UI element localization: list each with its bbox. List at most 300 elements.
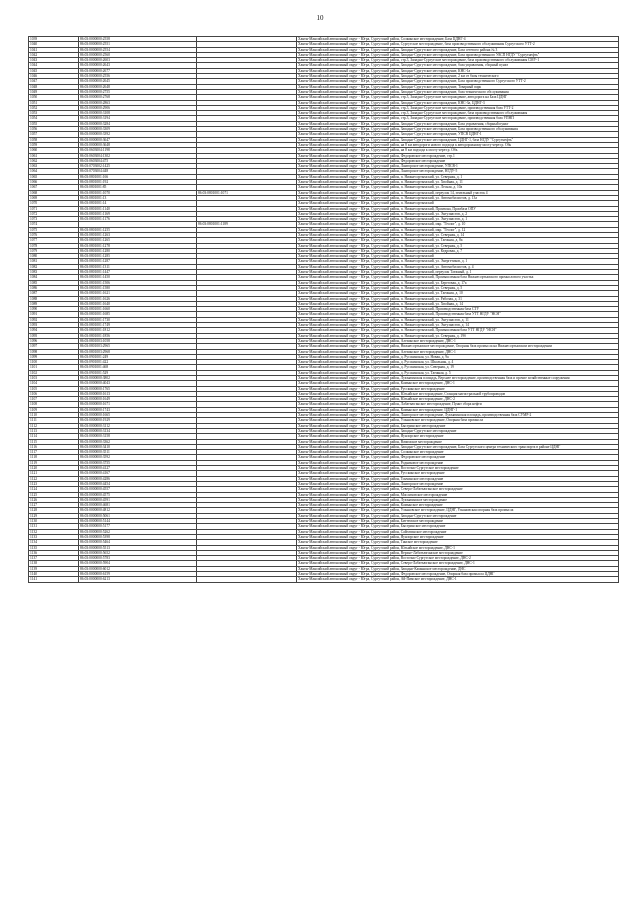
address-cell: Ханты-Мансийский автономный округ - Югра, Сургутский район, Лянторское месторождение, УПСВ-1	[297, 164, 619, 169]
cadastral-number-cell: 86:03:0000000:3112	[79, 423, 197, 428]
cadastral-number-cell: 86:03:0000000:2560	[79, 52, 197, 57]
cadastral-number-cell: 86:03:0703004:448	[79, 169, 197, 174]
address-cell: Ханты-Мансийский автономный округ - Югра, Сургутский район, Лабатъюганское месторождение, Пункт сбора нефти	[297, 402, 619, 407]
cadastral-number-cell: 86:03:0000000:5398	[79, 534, 197, 539]
address-cell: Ханты-Мансийский автономный округ - Югра, Сургутский район, Западно-Сургутское месторождение, База Сургутского центра технического транспорта в районе ЦДНГ	[297, 444, 619, 449]
address-cell: Ханты-Мансийский автономный округ - Югра, Сургутский район, Федоровское месторождение, Опорная база промысла ЦДНГ	[297, 571, 619, 576]
address-cell: Ханты-Мансийский автономный округ - Югра, Сургутский район, п. Нижнесортымский, ул. Рабочая, д. 31	[297, 296, 619, 301]
cadastral-number-cell: 86:03:0801003:1058	[79, 338, 197, 343]
address-cell: Ханты-Мансийский автономный округ - Югра, Сургутский район, Западно-Сургутское месторождение, База сетевого района № 3	[297, 47, 619, 52]
address-cell: Ханты-Мансийский автономный округ - Югра, Сургутский район, п. Нижнесортымский, ул. Северная, д. 5	[297, 285, 619, 290]
address-cell: Ханты-Мансийский автономный округ - Югра, Сургутский район, Тянское месторождение	[297, 540, 619, 545]
cadastral-number-cell: 86:03:0000000:3392	[79, 132, 197, 137]
address-cell: Ханты-Мансийский автономный округ - Югра, Сургутский район, д. Русскинская, ул. Таежная, д. 5	[297, 370, 619, 375]
cadastral-number-cell: 86:03:0801001:1626	[79, 296, 197, 301]
row-number-cell: 1077	[29, 238, 79, 243]
row-number-cell: 1086	[29, 285, 79, 290]
row-number-cell: 1052	[29, 105, 79, 110]
address-cell: Ханты-Мансийский автономный округ - Югра, Сургутский район, Сайгатинское месторождение	[297, 529, 619, 534]
row-number-cell: 1109	[29, 407, 79, 412]
cadastral-number-cell: 86:03:0000000:2645	[79, 79, 197, 84]
address-cell: Ханты-Мансийский автономный округ - Югра, Сургутский район, Лянторское месторождение	[297, 481, 619, 486]
row-number-cell: 1130	[29, 519, 79, 524]
address-cell: Ханты-Мансийский автономный округ - Югра, Сургутский район, Лянторское месторождение, Лукъявинская площадь, производственная база СУМР-2	[297, 413, 619, 418]
row-number-cell: 1097	[29, 344, 79, 349]
address-cell: Ханты-Мансийский автономный округ - Югра, Сургутский район, Ульяновское месторождение, ЦДНГ, Ульяновская опорная база промысла	[297, 508, 619, 513]
row-number-cell: 1064	[29, 169, 79, 174]
address-cell: Ханты-Мансийский автономный округ - Югра, Сургутский район, Юльяйское месторождение, ДНС-2	[297, 397, 619, 402]
address-cell: Ханты-Мансийский автономный округ - Югра, Сургутский район, Федоровское месторождение, стр.1	[297, 153, 619, 158]
row-number-cell: 1049	[29, 89, 79, 94]
row-number-cell: 1044	[29, 63, 79, 68]
row-number-cell: 1126	[29, 497, 79, 502]
cadastral-number-cell: 86:03:0000000:4454	[79, 481, 197, 486]
cadastral-number-cell: 86:03:0000000:2556	[79, 74, 197, 79]
address-cell: Ханты-Мансийский автономный округ - Югра, Сургутский район, Солкинское месторождение, База ЦДНГ-4	[297, 37, 619, 42]
row-number-cell: 1091	[29, 312, 79, 317]
row-number-cell: 1134	[29, 540, 79, 545]
address-cell: Ханты-Мансийский автономный округ - Югра, Сургутский район, п. Нижнесортымский, ул. Северная, д. 19б	[297, 333, 619, 338]
row-number-cell: 1116	[29, 444, 79, 449]
cadastral-number-cell: 86:03:0000000:1649	[79, 397, 197, 402]
row-number-cell: 1050	[29, 95, 79, 100]
cadastral-number-cell: 86:03:0000000:2551	[79, 42, 197, 47]
row-number-cell: 1129	[29, 513, 79, 518]
row-number-cell: 1127	[29, 503, 79, 508]
cadastral-number-cell: 86:03:0901001:468	[79, 365, 197, 370]
cadastral-number-cell: 86:03:0603004:1198	[79, 148, 197, 153]
cadastral-number-cell: 86:03:0000000:3410	[79, 444, 197, 449]
row-number-cell: 1124	[29, 487, 79, 492]
address-cell: Ханты-Мансийский автономный округ - Югра, Сургутский район, Маслиховское месторождение	[297, 492, 619, 497]
cadastral-number-cell: 86:03:0000000:3647	[79, 137, 197, 142]
cadastral-number-cell: 86:03:0603004:475	[79, 158, 197, 163]
cadastral-number-cell: 86:03:0000000:3802	[79, 376, 197, 381]
row-number-cell: 1041	[29, 47, 79, 52]
cadastral-number-cell: 86:03:0000000:2906	[79, 105, 197, 110]
address-cell: Ханты-Мансийский автономный округ - Югра, Сургутский район, Русскинское месторождение	[297, 386, 619, 391]
cadastral-number-cell: 86:03:0901001:529	[79, 370, 197, 375]
row-number-cell: 1088	[29, 296, 79, 301]
row-number-cell: 1078	[29, 243, 79, 248]
cadastral-number-cell: 86:03:0801001:1287	[79, 259, 197, 264]
address-cell: Ханты-Мансийский автономный округ - Югра, Сургутский район, на 8 км автодороги нового подхода к автодорожному мосту через р. Обь	[297, 142, 619, 147]
register-table-body	[29, 37, 619, 583]
cadastral-number-cell: 86:03:0000000:6213	[79, 577, 197, 582]
row-number-cell: 1123	[29, 481, 79, 486]
cadastral-number-cell: 86:03:0801001:14	[79, 201, 197, 206]
address-cell: Ханты-Мансийский автономный округ - Югра, Сургутский район, стр.3, Западно-Сургутское месторождение, автодорога на База ЦДНГ	[297, 95, 619, 100]
cadastral-number-cell: 86:03:0801001:1856	[79, 333, 197, 338]
cadastral-number-cell: 86:03:0000000:1765	[79, 386, 197, 391]
cadastral-number-cell: 86:03:0801001:1812	[79, 328, 197, 333]
address-cell: Ханты-Мансийский автономный округ - Югра, Сургутский район, п. Нижнесортымский, ул. Северная, д. 5	[297, 243, 619, 248]
address-cell: Ханты-Мансийский автономный округ - Югра, Сургутский район, Восточно-Сургутское месторождение, ДНС-2	[297, 556, 619, 561]
address-cell: Ханты-Мансийский автономный округ - Югра, Сургутский район, п. Нижнесортымский, ул. Энтузиастов, д. 11	[297, 317, 619, 322]
cadastral-number-cell: 86:03:0000000:6159	[79, 571, 197, 576]
row-number-cell: 1095	[29, 333, 79, 338]
row-number-cell: 1055	[29, 121, 79, 126]
cadastral-number-cell: 86:03:0000000:5652	[79, 550, 197, 555]
row-number-cell: 1076	[29, 232, 79, 237]
cadastral-number-cell: 86:03:0000000:3648	[79, 142, 197, 147]
row-number-cell: 1135	[29, 545, 79, 550]
row-number-cell: 1054	[29, 116, 79, 121]
cadastral-number-cell: 86:03:0000000:3108	[79, 111, 197, 116]
row-number-cell: 1141	[29, 577, 79, 582]
address-cell: Ханты-Мансийский автономный округ - Югра, Сургутский район, Западно-Сургутское месторождение, База производственного Сургутского УТТ-2	[297, 79, 619, 84]
cadastral-number-cell: 86:03:0000000:2677	[79, 68, 197, 73]
address-cell: Ханты-Мансийский автономный округ - Югра, Сургутский район, п. Нижнесортымский, Производственная база УТТ НГДУ "НСН"	[297, 312, 619, 317]
linked-number-cell: 86:03:0801001:1189	[197, 222, 297, 227]
row-number-cell: 1118	[29, 455, 79, 460]
address-cell: Ханты-Мансийский автономный округ - Югра, Сургутский район, Северо-Лабатъюганское месторождение, ДНС-1	[297, 561, 619, 566]
cadastral-number-cell: 86:03:0801001:1265	[79, 238, 197, 243]
address-cell: Ханты-Мансийский автономный округ - Югра, Сургутский район, Западно-Сургутское месторождение, база технического обслуживания	[297, 89, 619, 94]
row-number-cell: 1108	[29, 402, 79, 407]
address-cell: Ханты-Мансийский автономный округ - Югра, Сургутский район, Родниковое месторождение	[297, 460, 619, 465]
row-number-cell: 1121	[29, 471, 79, 476]
cadastral-number-cell: 86:03:0000000:4286	[79, 476, 197, 481]
row-number-cell: 1131	[29, 524, 79, 529]
cadastral-number-cell: 86:03:0000000:1613	[79, 391, 197, 396]
cadastral-number-cell: 86:03:0000000:2643	[79, 63, 197, 68]
cadastral-number-cell: 86:03:0000000:3284	[79, 121, 197, 126]
cadastral-number-cell: 86:03:0801001:1070	[79, 190, 197, 195]
row-number-cell: 1138	[29, 561, 79, 566]
address-cell: Ханты-Мансийский автономный округ - Югра, Сургутский район, Тончинское месторождение	[297, 476, 619, 481]
row-number-cell: 1069	[29, 195, 79, 200]
address-cell: Ханты-Мансийский автономный округ - Югра, Сургутский район, Западно-Сургутское месторождение	[297, 513, 619, 518]
cadastral-number-cell: 86:03:0801001:13	[79, 195, 197, 200]
address-cell: Ханты-Мансийский автономный округ - Югра, Сургутский район, п. Нижнесортымский, переулок 14, земельный участок 4	[297, 190, 619, 195]
cadastral-number-cell: 86:03:0000000:5904	[79, 561, 197, 566]
address-cell: Ханты-Мансийский автономный округ - Югра, Сургутский район, п. Нижнесортымский, ул. Северная, д. 14	[297, 232, 619, 237]
row-number-cell: 1120	[29, 466, 79, 471]
address-cell: Ханты-Мансийский автономный округ - Югра, Сургутский район, Лянторское месторождение, НГДУ-5	[297, 169, 619, 174]
address-cell: Ханты-Мансийский автономный округ - Югра, Сургутский район, п. Нижнесортымский, ул. Таежная, д. 8а	[297, 238, 619, 243]
cadastral-number-cell: 86:03:0801001:166	[79, 174, 197, 179]
row-number-cell: 1136	[29, 550, 79, 555]
cadastral-number-cell: 86:03:0801001:1685	[79, 312, 197, 317]
address-cell: Ханты-Мансийский автономный округ - Югра, Сургутский район, Федоровское месторождение	[297, 455, 619, 460]
address-cell: Ханты-Мансийский автономный округ - Югра, Сургутский район, п. Нижнесортымский, Промышленная база Нижнесортымского промыслового участка	[297, 275, 619, 280]
register-table-container	[28, 36, 618, 583]
row-number-cell: 1056	[29, 127, 79, 132]
row-number-cell: 1114	[29, 434, 79, 439]
address-cell: Ханты-Мансийский автономный округ - Югра, Сургутский район, Западно-Сургутское месторождение, База производственного УАСП НГДУ "Сургутнефть"	[297, 52, 619, 57]
row-number-cell: 1139	[29, 566, 79, 571]
address-cell: Ханты-Мансийский автономный округ - Югра, Сургутский район, Юльяйское месторождение, ДНС-1	[297, 545, 619, 550]
cadastral-number-cell: 86:03:0801001:1140	[79, 206, 197, 211]
cadastral-number-cell: 86:03:0000000:3362	[79, 439, 197, 444]
address-cell: Ханты-Мансийский автономный округ - Югра, Сургутский район, Русскинское месторождение	[297, 471, 619, 476]
address-cell: Ханты-Мансийский автономный округ - Югра, Сургутский район, Верхне-Лабатъюганское месторождение	[297, 550, 619, 555]
cadastral-number-cell: 86:03:0000000:3592	[79, 455, 197, 460]
address-cell: Ханты-Мансийский автономный округ - Югра, Сургутский район, Федоровское месторождение	[297, 158, 619, 163]
address-cell: Ханты-Мансийский автономный округ - Югра, Сургутский район, Западно-Сургутское месторождение, КНС-3а, ЦДНГ-3	[297, 100, 619, 105]
register-table	[28, 36, 619, 583]
address-cell: Ханты-Мансийский автономный округ - Югра, Сургутский район, Лукъявинское месторождение	[297, 497, 619, 502]
address-cell: Ханты-Мансийский автономный округ - Югра, Сургутский район, Западно-Сургутское месторождение, База управления, сборный пункт	[297, 121, 619, 126]
address-cell: Ханты-Мансийский автономный округ - Югра, Сургутский район, Камынское месторождение	[297, 503, 619, 508]
address-cell: Ханты-Мансийский автономный округ - Югра, Сургутский район, Западно-Сургутское месторождение, Товарный парк	[297, 84, 619, 89]
address-cell: Ханты-Мансийский автономный округ - Югра, Сургутский район, д. Русскинская, ул. Школьная, д. 4	[297, 360, 619, 365]
row-number-cell: 1117	[29, 450, 79, 455]
address-cell: Ханты-Мансийский автономный округ - Югра, Сургутский район, Яунлорское месторождение	[297, 534, 619, 539]
row-number-cell: 1075	[29, 227, 79, 232]
address-cell: Ханты-Мансийский автономный округ - Югра, Сургутский район, п. Нижнесортымский, ул. Автомобилистов, д. 13а	[297, 195, 619, 200]
cadastral-number-cell: 86:03:0000000:4043	[79, 381, 197, 386]
address-cell: Ханты-Мансийский автономный округ - Югра, Сургутский район, п. Нижнесортымский, Производственная база СТУ	[297, 307, 619, 312]
cadastral-number-cell: 86:03:0801001:1450	[79, 275, 197, 280]
cadastral-number-cell: 86:03:0801001:1176	[79, 217, 197, 222]
address-cell: Ханты-Мансийский автономный округ - Югра, Сургутский район, стр.3, Западно-Сургутское месторождение, производственная база УТТ-2	[297, 105, 619, 110]
row-number-cell: 1059	[29, 142, 79, 147]
cadastral-number-cell: 86:03:0801001:1285	[79, 254, 197, 259]
cadastral-number-cell: 86:03:0000000:3194	[79, 116, 197, 121]
row-number-cell: 1071	[29, 206, 79, 211]
row-number-cell: 1067	[29, 185, 79, 190]
cadastral-number-cell: 86:03:0801001:192	[79, 180, 197, 185]
row-number-cell: 1103	[29, 376, 79, 381]
table-row	[29, 577, 619, 582]
address-cell: Ханты-Мансийский автономный округ - Югра, Сургутский район, д. Русскинская, ул. Северная, д. 19	[297, 365, 619, 370]
address-cell: Ханты-Мансийский автономный округ - Югра, Сургутский район, п. Нижнесортымский, Промзона, Промбаза ОПУ	[297, 206, 619, 211]
cadastral-number-cell: 86:03:0801001:1730	[79, 317, 197, 322]
page-number: 10	[316, 14, 324, 22]
address-cell: Ханты-Мансийский автономный округ - Югра, Сургутский район, п. Нижнесортымский, ул. Хвойная, д. 14	[297, 301, 619, 306]
address-cell: Ханты-Мансийский автономный округ - Югра, Сургутский район, Западно-Сургутское месторождение, 2 км от базы технического	[297, 74, 619, 79]
row-number-cell: 1074	[29, 222, 79, 227]
cadastral-number-cell: 86:03:0801001:1660	[79, 307, 197, 312]
cadastral-number-cell: 86:03:0000000:4681	[79, 503, 197, 508]
address-cell: Ханты-Мансийский автономный округ - Югра, Сургутский район, п. Нижнесортымский, Промышленная база УТТ НГДУ "НСН"	[297, 328, 619, 333]
address-cell: Ханты-Мансийский автономный округ - Югра, Сургутский район, п. Нижнесортымский, ул. Энтузиастов, д. 1	[297, 217, 619, 222]
cadastral-number-cell: 86:03:0000000:1665	[79, 413, 197, 418]
row-number-cell: 1125	[29, 492, 79, 497]
row-number-cell: 1040	[29, 42, 79, 47]
address-cell: Ханты-Мансийский автономный округ - Югра, Сургутский район, стр.3, Западно-Сургутское месторождение, производственная база УПНП	[297, 116, 619, 121]
cadastral-number-cell: 86:03:0801001:1255	[79, 227, 197, 232]
row-number-cell: 1085	[29, 280, 79, 285]
row-number-cell: 1072	[29, 211, 79, 216]
row-number-cell: 1102	[29, 370, 79, 375]
address-cell: Ханты-Мансийский автономный округ - Югра, Сургутский район, Солкинское месторождение	[297, 450, 619, 455]
address-cell: Ханты-Мансийский автономный округ - Югра, Сургутский район, Западно-Сургутское месторождение, База производственного обслуживания	[297, 127, 619, 132]
row-number-cell: 1100	[29, 360, 79, 365]
row-number-cell: 1082	[29, 264, 79, 269]
address-cell: Ханты-Мансийский автономный округ - Югра, Сургутский район, п. Нижнесортымский, ул. Лесная, д. 10а	[297, 185, 619, 190]
cadastral-number-cell: 86:03:0801001:1640	[79, 301, 197, 306]
row-number-cell: 1137	[29, 556, 79, 561]
row-number-cell: 1096	[29, 338, 79, 343]
row-number-cell: 1058	[29, 137, 79, 142]
cadastral-number-cell: 86:03:0801001:1311	[79, 264, 197, 269]
address-cell: Ханты-Мансийский автономный округ - Югра, Сургутский район, п. Нижнесортымский	[297, 254, 619, 259]
row-number-cell: 1105	[29, 386, 79, 391]
cadastral-number-cell: 86:03:0801003:2965	[79, 344, 197, 349]
cadastral-number-cell: 86:03:0000000:4812	[79, 508, 197, 513]
address-cell: Ханты-Мансийский автономный округ - Югра, Сургутский район, п. Нижнесортымский, переулок Таежный, д. 1	[297, 270, 619, 275]
address-cell: Ханты-Мансийский автономный округ - Югра, Сургутский район, Западно-Камынское месторождение, ДНС	[297, 566, 619, 571]
address-cell: Ханты-Мансийский автономный округ - Югра, Сургутский район, Северо-Лабатъюганское месторождение	[297, 487, 619, 492]
address-cell: Ханты-Мансийский автономный округ - Югра, Сургутский район, п. Нижнесортымский	[297, 201, 619, 206]
row-number-cell: 1079	[29, 248, 79, 253]
row-number-cell: 1106	[29, 391, 79, 396]
cadastral-number-cell: 86:03:0000000:2648	[79, 84, 197, 89]
row-number-cell: 1099	[29, 354, 79, 359]
linked-number-cell: 86:03:0801001:1071	[197, 190, 297, 195]
row-number-cell: 1063	[29, 164, 79, 169]
cadastral-number-cell: 86:03:0000000:3755	[79, 460, 197, 465]
cadastral-number-cell: 86:03:0000000:2755	[79, 89, 197, 94]
address-cell: Ханты-Мансийский автономный округ - Югра, Сургутский район, Нижнесортымское месторождение, Опорная база промысла на Нижнесортымском месторождении	[297, 344, 619, 349]
cadastral-number-cell: 86:03:0801003:2968	[79, 349, 197, 354]
cadastral-number-cell: 86:03:0000000:3158	[79, 434, 197, 439]
cadastral-number-cell: 86:03:0000000:5783	[79, 556, 197, 561]
address-cell: Ханты-Мансийский автономный округ - Югра, Сургутский район, Камынское месторождение, ДНС-1	[297, 381, 619, 386]
cadastral-number-cell: 86:03:0801001:1580	[79, 285, 197, 290]
cadastral-number-cell: 86:03:0801001:85	[79, 185, 197, 190]
row-number-cell: 1113	[29, 428, 79, 433]
row-number-cell: 1122	[29, 476, 79, 481]
address-cell: Ханты-Мансийский автономный округ - Югра, Сургутский район, п. Нижнесортымский, ул. Северная, д. 1	[297, 174, 619, 179]
cadastral-number-cell: 86:03:0603004:1302	[79, 153, 197, 158]
row-number-cell: 1101	[29, 365, 79, 370]
cadastral-number-cell: 86:03:0000000:4557	[79, 487, 197, 492]
row-number-cell: 1140	[29, 571, 79, 576]
row-number-cell: 1098	[29, 349, 79, 354]
cadastral-number-cell: 86:03:0000000:5144	[79, 519, 197, 524]
address-cell: Ханты-Мансийский автономный округ - Югра, Сургутский район, стр.3, Западно-Сургутское месторождение, база производственного обслуживания	[297, 111, 619, 116]
address-cell: Ханты-Мансийский автономный округ - Югра, Сургутский район, Ай-Пимское месторождение, ДНС-1	[297, 577, 619, 582]
cadastral-number-cell: 86:03:0000000:5464	[79, 540, 197, 545]
row-number-cell: 1048	[29, 84, 79, 89]
address-cell: Ханты-Мансийский автономный округ - Югра, Сургутский район, п. Нижнесортымский, ул. Энтузиастов, д. 2	[297, 211, 619, 216]
row-number-cell: 1073	[29, 217, 79, 222]
cadastral-number-cell: 86:03:0000000:1743	[79, 407, 197, 412]
row-number-cell: 1093	[29, 323, 79, 328]
row-number-cell: 1051	[29, 100, 79, 105]
address-cell: Ханты-Мансийский автономный округ - Югра, Сургутский район, Алехинское месторождение, ДНС-1	[297, 349, 619, 354]
cadastral-number-cell: 86:03:0801001:1749	[79, 323, 197, 328]
address-cell: Ханты-Мансийский автономный округ - Югра, Сургутский район, Восточно-Сургутское месторождение	[297, 466, 619, 471]
cadastral-number-cell: 86:03:0901001:422	[79, 360, 197, 365]
cadastral-number-cell: 86:03:0801001:1447	[79, 270, 197, 275]
address-cell: Ханты-Мансийский автономный округ - Югра, Сургутский район, Западно-Сургутское месторождение, ЦДНГ-1, база НГДУ "Сургутнефть"	[297, 137, 619, 142]
row-number-cell: 1066	[29, 180, 79, 185]
cadastral-number-cell: 86:03:0801001:1621	[79, 291, 197, 296]
row-number-cell: 1094	[29, 328, 79, 333]
cadastral-number-cell: 86:03:0000000:5262	[79, 529, 197, 534]
row-number-cell: 1068	[29, 190, 79, 195]
row-number-cell: 1053	[29, 111, 79, 116]
row-number-cell: 1115	[29, 439, 79, 444]
address-cell: Ханты-Мансийский автономный округ - Югра, Сургутский район, п. Нижнесортымский, ул. Хвойная, д. 11	[297, 180, 619, 185]
row-number-cell: 1092	[29, 317, 79, 322]
address-cell: Ханты-Мансийский автономный округ - Югра, Сургутский район, Вачимское месторождение	[297, 439, 619, 444]
row-number-cell: 1128	[29, 508, 79, 513]
cadastral-number-cell: 86:03:0000000:2768	[79, 95, 197, 100]
address-cell: Ханты-Мансийский автономный округ - Югра, Сургутский район, Западно-Сургутское месторождение	[297, 428, 619, 433]
row-number-cell: 1084	[29, 275, 79, 280]
address-cell: Ханты-Мансийский автономный округ - Югра, Сургутский район, стр.3, Западно-Сургутское месторождение, база производственного обслуживания СМУ-1	[297, 58, 619, 63]
address-cell: Ханты-Мансийский автономный округ - Югра, Сургутский район, п. Нижнесортымский, ул. Кедровая, д. 7	[297, 248, 619, 253]
row-number-cell: 1087	[29, 291, 79, 296]
cadastral-number-cell: 86:03:0000000:4591	[79, 497, 197, 502]
address-cell: Ханты-Мансийский автономный округ - Югра, Сургутский район, Биттемское месторождение	[297, 519, 619, 524]
row-number-cell: 1112	[29, 423, 79, 428]
cadastral-number-cell: 86:03:0000000:4127	[79, 466, 197, 471]
cadastral-number-cell: 86:03:0000000:5513	[79, 545, 197, 550]
address-cell: Ханты-Мансийский автономный округ - Югра, Сургутский район, п. Нижнесортымский, ул. Энергетиков, д. 1	[297, 259, 619, 264]
cadastral-number-cell: 86:03:0000000:2554	[79, 47, 197, 52]
row-number-cell: 1111	[29, 418, 79, 423]
cadastral-number-cell: 86:03:0000000:3134	[79, 428, 197, 433]
row-number-cell: 1042	[29, 52, 79, 57]
cadastral-number-cell: 86:03:0000000:3511	[79, 450, 197, 455]
address-cell: Ханты-Мансийский автономный округ - Югра, Сургутский район, Западно-Сургутское месторождение, УПСВ ЦДНГ-1	[297, 132, 619, 137]
address-cell: Ханты-Мансийский автономный округ - Югра, Сургутский район, Быстринское месторождение	[297, 423, 619, 428]
row-number-cell: 1046	[29, 74, 79, 79]
cadastral-number-cell: 86:03:0000000:2863	[79, 100, 197, 105]
cadastral-number-cell: 86:03:0000000:2558	[79, 37, 197, 42]
address-cell: Ханты-Мансийский автономный округ - Югра, Сургутский район, п. Нижнесортымский, ул. Таежная, д. 10	[297, 291, 619, 296]
row-number-cell: 1119	[29, 460, 79, 465]
row-number-cell: 1083	[29, 270, 79, 275]
address-cell: Ханты-Мансийский автономный округ - Югра, Сургутский район, Быстринское месторождение	[297, 524, 619, 529]
address-cell: Ханты-Мансийский автономный округ - Югра, Сургутский район, Камынское месторождение, ЦДНГ-1	[297, 407, 619, 412]
row-number-cell: 1132	[29, 529, 79, 534]
address-cell: Ханты-Мансийский автономный округ - Югра, Сургутский район, Сургутское месторождение, база производственного обслуживания Сургутского УТТ-2	[297, 42, 619, 47]
cadastral-number-cell: 86:03:0000000:4167	[79, 471, 197, 476]
address-cell: Ханты-Мансийский автономный округ - Югра, Сургутский район, Западно-Сургутское месторождение, база управления, сборный пункт	[297, 63, 619, 68]
address-cell: Ханты-Мансийский автономный округ - Югра, Сургутский район, п. Нижнесортымский, ул. Автомобилистов, д. 4	[297, 264, 619, 269]
address-cell: Ханты-Мансийский автономный округ - Югра, Сургутский район, п. Нижнесортымский, мкр. "Геолог", д. 10	[297, 222, 619, 227]
address-cell: Ханты-Мансийский автономный округ - Югра, Сургутский район, д. Русскинская, ул. Новая, д. 9а	[297, 354, 619, 359]
address-cell: Ханты-Мансийский автономный округ - Югра, Сургутский район, на 8 км подхода к мосту через р. Обь	[297, 148, 619, 153]
cadastral-number-cell: 86:03:0801001:1506	[79, 280, 197, 285]
row-number-cell: 1081	[29, 259, 79, 264]
row-number-cell: 1060	[29, 148, 79, 153]
cadastral-number-cell: 86:03:0000000:3309	[79, 127, 197, 132]
row-number-cell: 1065	[29, 174, 79, 179]
row-number-cell: 1047	[29, 79, 79, 84]
row-number-cell: 1133	[29, 534, 79, 539]
cadastral-number-cell: 86:03:0000000:2603	[79, 58, 197, 63]
address-cell: Ханты-Мансийский автономный округ - Югра, Сургутский район, Юльяйское месторождение, Станция магистральной трубопроводов	[297, 391, 619, 396]
address-cell: Ханты-Мансийский автономный округ - Югра, Сургутский район, Алехинское месторождение, ДНС-1	[297, 338, 619, 343]
linked-number-cell	[197, 577, 297, 582]
row-number-cell: 1080	[29, 254, 79, 259]
cadastral-number-cell: 86:03:0000000:1671	[79, 402, 197, 407]
cadastral-number-cell: 86:03:0000000:4575	[79, 492, 197, 497]
row-number-cell: 1045	[29, 68, 79, 73]
cadastral-number-cell: 86:03:0801001:1280	[79, 248, 197, 253]
address-cell: Ханты-Мансийский автономный округ - Югра, Сургутский район, п. Нижнесортымский, ул. Береговая, д. 17а	[297, 280, 619, 285]
cadastral-number-cell: 86:03:0000000:5061	[79, 513, 197, 518]
row-number-cell: 1104	[29, 381, 79, 386]
address-cell: Ханты-Мансийский автономный округ - Югра, Сургутский район, п. Нижнесортымский, мкр. "Геолог", д. 12	[297, 227, 619, 232]
cadastral-number-cell: 86:03:0000000:1929	[79, 418, 197, 423]
row-number-cell: 1043	[29, 58, 79, 63]
row-number-cell: 1061	[29, 153, 79, 158]
row-number-cell: 1107	[29, 397, 79, 402]
address-cell: Ханты-Мансийский автономный округ - Югра, Сургутский район, Лукъявинская площадь, Верхнее месторождение, производственная база и прочие хозяйственные сооружения	[297, 376, 619, 381]
row-number-cell: 1062	[29, 158, 79, 163]
address-cell: Ханты-Мансийский автономный округ - Югра, Сургутский район, Западно-Сургутское месторождение, КНС-1а	[297, 68, 619, 73]
